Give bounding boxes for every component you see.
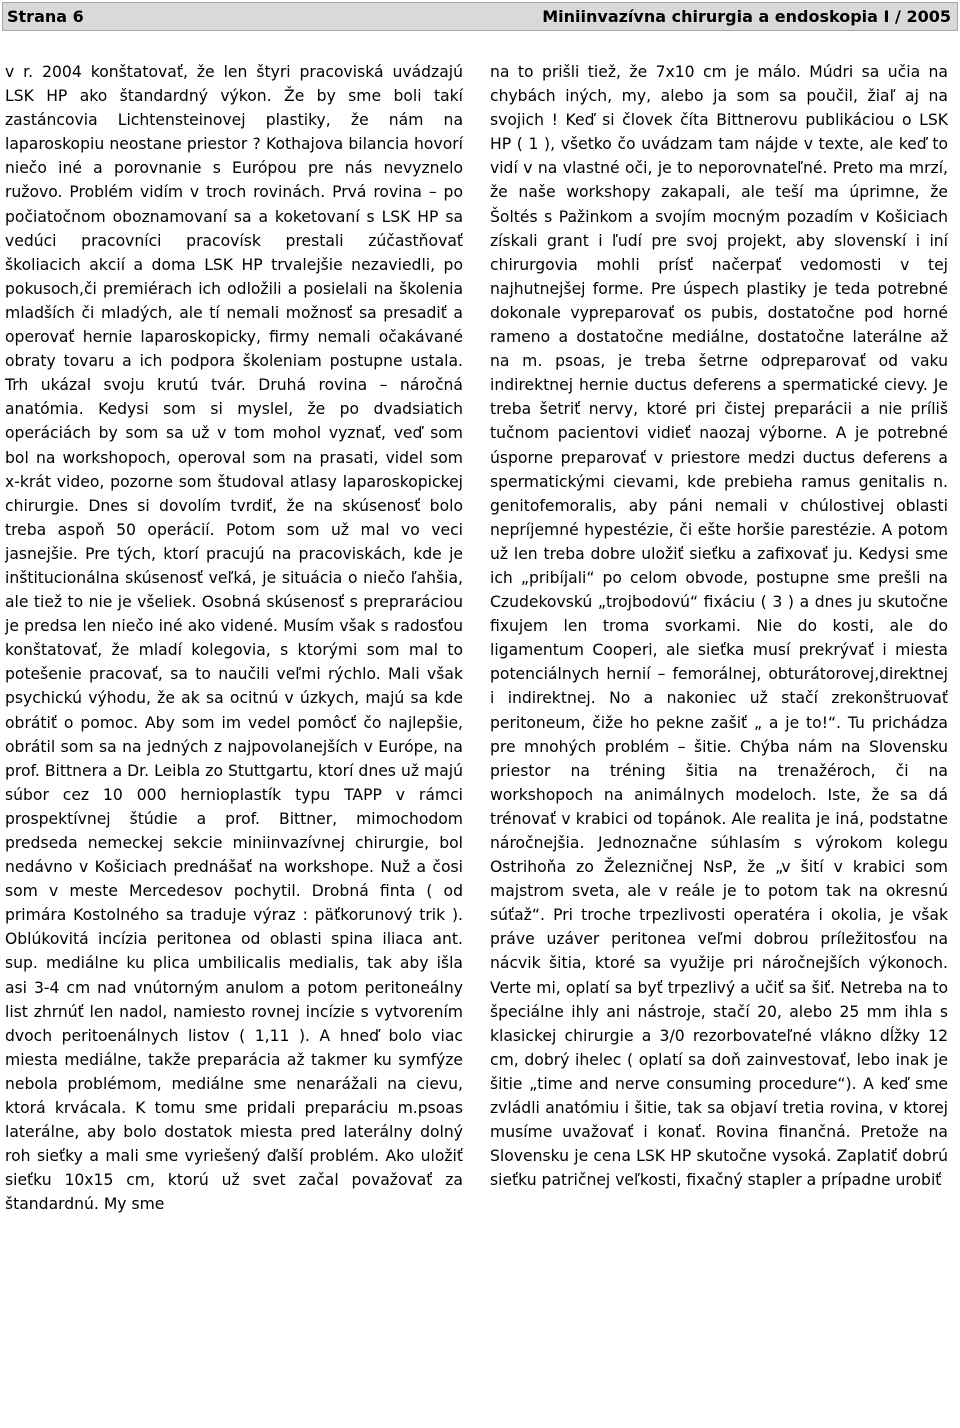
page-header xyxy=(2,2,958,31)
left-column-text: v r. 2004 konštatovať, že len štyri pracoviská uvádzajú LSK HP ako štandardný výkon. Že by sme boli takí zastáncovia Lichtensteinovej plastiky, že nám na laparoskopiu neostane priestor ? Kothajova bilancia hovorí niečo iné a porovnanie s Európou pre nás nevyznelo ružovo. Problém vidím v troch rovinách. Prvá rovina – po počiatočnom oboznamovaní sa a koketovaní s LSK HP sa vedúci pracovníci pracovísk prestali zúčastňovať školiacich akcií a doma LSK HP trvalejšie nezaviedli, po pokusoch,či premiérach ich odložili a posielali na školenia mladších či mladých, ale tí nemali možnosť sa presadiť a operovať hernie laparoskopicky, firmy nemali očakávané obraty tovaru a ich podpora školeniam postupne ustala. Trh ukázal svoju krutú tvár. Druhá rovina – náročná anatómia. Kedysi som si myslel, že po dvadsiatich operáciách by som sa už v tom mohol vyznať, veď som bol na workshopoch, operoval som na prasati, videl som x-krát video, pozorne som študoval atlasy laparoskopickej chirurgie. Dnes si dovolím tvrdiť, že na skúsenosť bolo treba aspoň 50 operácií. Potom som už mal vo veci jasnejšie. Pre tých, ktorí pracujú na pracoviskách, kde je inštitucionálna skúsenosť veľká, je situácia o niečo ľahšia, ale tiež to nie je všeliek. Osobná skúsenosť s prepraráciou je predsa len niečo iné ako videné. Musím však s radosťou konštatovať, že mladí kolegovia, s ktorými som mal to potešenie pracovať, sa to naučili veľmi rýchlo. Mali však psychickú výhodu, že ak sa ocitnú v úzkych, majú sa kde obrátiť o pomoc. Aby som im vedel pomôcť čo najlepšie, obrátil som sa na jedných z najpovolanejších v Európe, na prof. Bittnera a Dr. Leibla zo Stuttgartu, ktorí dnes už majú súbor cez 10 000 hernioplastík typu TAPP v rámci prospektívnej štúdie a prof. Bittner, mimochodom predseda nemeckej sekcie miniinvazívnej chirurgie, bol nedávno v Košiciach prednášať na workshope. Nuž a čosi som v meste Mercedesov pochytil. Drobná finta ( od primára Kostolného sa traduje výraz : päťkorunový trik ). Oblúkovitá incízia peritonea od oblasti spina iliaca ant. sup. mediálne ku plica umbilicalis medialis, tak aby išla asi 3-4 cm nad vnútorným anulom a potom peritoneálny list zhrnúť len nadol, namiesto rovnej incízie s vytvorením dvoch peritoenálnych listov ( 1,11 ). A hneď bolo viac miesta mediálne, takže preparácia až takmer ku symfýze nebola problémom, mediálne sme nenarážali na cievu, ktorá krvácala. K tomu sme pridali preparáciu m.psoas laterálne, aby bolo dostatok miesta pred laterálny dolný roh sieťky a mali sme vyriešený ďalší problém. Ako uložiť sieťku 10x15 cm, ktorú už svet začal považovať za štandardnú. My sme xyxy=(5,63,463,1214)
right-text-column xyxy=(490,60,948,1192)
left-text-column xyxy=(5,60,463,1217)
right-column-text: na to prišli tiež, že 7x10 cm je málo. Múdri sa učia na chybách iných, my, alebo ja som sa poučil, žiaľ aj na svojich ! Keď si človek číta Bittnerovu publikáciou o LSK HP ( 1 ), všetko čo uvádzam tam nájde v texte, ale keď to vidí v na vlastné oči, je to neporovnateľné. Preto ma mrzí, že naše workshopy zakapali, ale teší ma úprimne, že Šoltés s Pažinkom a svojím mocným pozadím v Košiciach získali grant i ľudí pre svoj projekt, aby slovenskí i iní chirurgovia mohli prísť načerpať vedomosti v tej najhutnejšej forme. Pre úspech plastiky je teda potrebné dokonale vypreparovať os pubis, dostatočne pod horné rameno a dostatočne mediálne, dostatočne laterálne až na m. psoas, je treba šetrne odpreparovať od vaku indirektnej hernie ductus deferens a spermatické cievy. Je treba šetriť nervy, ktoré pri čistej preparácii a nie príliš tučnom pacientovi vidieť naozaj výborne. A je potrebné úsporne preparovať v priestore medzi ductus deferens a spermatickými cievami, kde prebieha ramus genitalis n. genitofemoralis, aby páni nemali v chúlostivej oblasti nepríjemné hypestézie, či ešte horšie parestézie. A potom už len treba dobre uložiť sieťku a zafixovať ju. Kedysi sme ich „pribíjali“ po celom obvode, postupne sme prešli na Czudekovskú „trojbodovú“ fixáciu ( 3 ) a dnes ju skutočne fixujem len troma svorkami. Nie do kosti, ale do ligamentum Cooperi, ale sieťka musí prekrývať i miesta potenciálnych hernií – femorálnej, obturátorovej,direktnej i indirektnej. No a nakoniec už stačí zrekonštruovať peritoneum, čiže ho pekne zašiť „ a je to!“. Tu prichádza pre mnohých problém – šitie. Chýba nám na Slovensku priestor na tréning šitia na trenažéroch, či na workshopoch na animálnych modeloch. Iste, že sa dá trénovať v krabici od topánok. Ale realita je iná, podstatne náročnejšia. Jednoznačne súhlasím s výrokom kolegu Ostrihoňa zo Železničnej NsP, že „v šití v krabici som majstrom sveta, ale v reále je to potom tak na okresnú súťaž“. Pri troche trpezlivosti operatéra i okolia, je však práve uzáver peritonea veľmi dobrou príležitosťou na nácvik šitia, ktoré sa využije pri náročnejších výkonoch. Verte mi, oplatí sa byť trpezlivý a učiť sa šiť. Netreba na to špeciálne ihly ani nástroje, stačí 20, alebo 25 mm ihla s klasickej chirurgie a 3/0 rezorbovateľné vlákno dĺžky 12 cm, dobrý ihelec ( oplatí sa doň zainvestovať, lebo inak je šitie „time and nerve consuming procedure“). A keď sme zvládli anatómiu i šitie, tak sa objaví tretia rovina, v ktorej musíme uvažovať i konať. Rovina finančná. Pretože na Slovensku je cena LSK HP skutočne vysoká. Zaplatiť dobrú sieťku patričnej veľkosti, fixačný stapler a prípadne urobiť xyxy=(490,63,948,1190)
running-title: Miniinvazívna chirurgia a endoskopia I / 2005 xyxy=(542,7,951,26)
page-number: Strana 6 xyxy=(7,7,84,26)
